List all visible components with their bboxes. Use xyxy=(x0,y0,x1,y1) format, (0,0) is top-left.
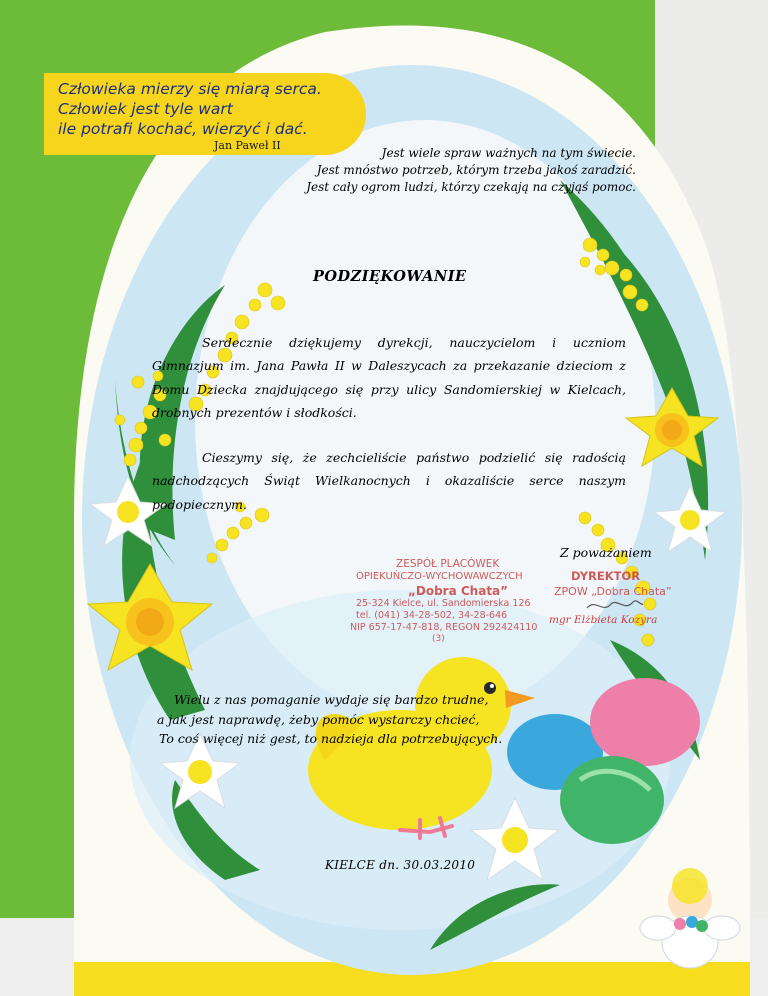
signature-greeting: Z poważaniem xyxy=(560,545,652,560)
closing-line-2: a jak jest naprawdę, żeby pomóc wystarczy chcieć, xyxy=(157,712,480,727)
stamp-line-5: tel. (041) 34-28-502, 34-28-646 xyxy=(356,610,508,621)
intro-line-1: Jest wiele spraw ważnych na tym świecie. xyxy=(381,146,636,160)
egg-pink xyxy=(590,678,700,766)
quote-line-2: Człowiek jest tyle wart xyxy=(58,100,233,118)
stamp-line-3: „Dobra Chata” xyxy=(408,584,509,598)
stamp-line-1: ZESPÓŁ PLACÓWEK xyxy=(396,558,500,570)
director-stamp-title: DYREKTOR xyxy=(571,569,641,583)
quote-line-1: Człowieka mierzy się miarą serca. xyxy=(58,80,322,98)
stamp-line-2: OPIEKUŃCZO-WYCHOWAWCZYCH xyxy=(356,571,523,582)
handwritten-signature xyxy=(585,596,645,616)
closing-line-1: Wielu z nas pomaganie wydaje się bardzo trudne, xyxy=(174,692,489,707)
closing-line-3: To coś więcej niż gest, to nadzieja dla potrzebujących. xyxy=(159,731,503,746)
quote-author: Jan Paweł II xyxy=(214,139,281,152)
stamp-line-6: NIP 657-17-47-818, REGON 292424110 xyxy=(350,622,538,633)
director-stamp-org: ZPOW „Dobra Chata” xyxy=(554,585,672,598)
letter-title: PODZIĘKOWANIE xyxy=(313,268,467,285)
quote-line-3: ile potrafi kochać, wierzyć i dać. xyxy=(58,120,308,138)
stamp-line-7: (3) xyxy=(432,634,445,644)
stamp-line-4: 25-324 Kielce, ul. Sandomierska 126 xyxy=(356,598,531,609)
body-paragraph-1: Serdecznie dziękujemy dyrekcji, nauczycielom i uczniom Gimnazjum im. Jana Pawła II w Daleszycach za przekazanie dzieciom z Domu Dziecka znajdującego się przy ulicy Sandomierskiej w Kielcach, drobnych prezentów i słodkości. xyxy=(152,334,626,420)
body-paragraph-2: Cieszymy się, że zechcieliście państwo podzielić się radością nadchodzących Świąt Wielkanocnych i okazaliście serce naszym podopiecznym. xyxy=(152,449,626,512)
letter-date: KIELCE dn. 30.03.2010 xyxy=(325,858,476,872)
intro-line-2: Jest mnóstwo potrzeb, którym trzeba jakoś zaradzić. xyxy=(316,163,636,177)
intro-line-3: Jest cały ogrom ludzi, którzy czekają na czyjąś pomoc. xyxy=(306,180,636,194)
signature-name: mgr Elżbieta Kozyra xyxy=(549,614,658,626)
